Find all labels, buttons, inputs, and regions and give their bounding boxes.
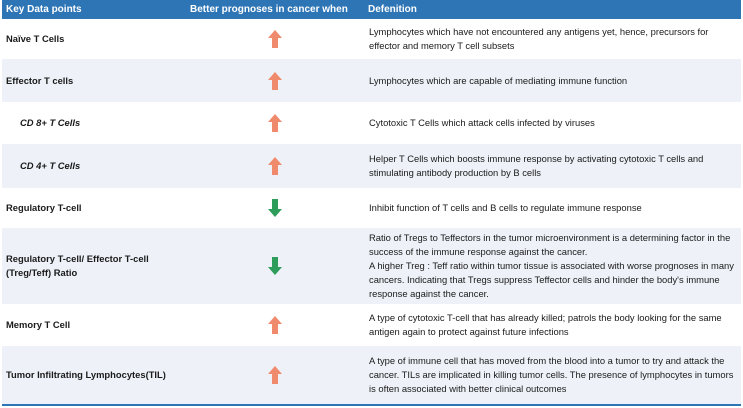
row-name: CD 8+ T Cells <box>2 102 186 144</box>
up-arrow-icon <box>268 30 282 48</box>
table-row <box>2 19 741 59</box>
bottom-rule <box>2 404 741 406</box>
table-row <box>2 144 741 188</box>
up-arrow-icon <box>268 114 282 132</box>
prognosis-cell <box>186 19 364 59</box>
definition-line: Ratio of Tregs to Teffectors in the tumor microenvironment is a determining factor in the success of the immune response against the cancer. <box>369 232 731 257</box>
row-definition <box>364 188 741 228</box>
row-definition <box>364 304 741 346</box>
table-row <box>2 304 741 346</box>
prognosis-cell <box>186 59 364 102</box>
row-definition <box>364 228 741 304</box>
table-row <box>2 59 741 102</box>
up-arrow-icon <box>268 157 282 175</box>
prognosis-cell <box>186 144 364 188</box>
header-key-data-points: Key Data points <box>2 0 186 19</box>
definition-line: A higher Treg : Teff ratio within tumor tissue is associated with worse prognoses in many cancers. Indicating that Tregs suppress Teffector cells and hinder the body's immune response against the cancer. <box>369 260 734 299</box>
up-arrow-icon <box>268 366 282 384</box>
header-better-prognoses: Better prognoses in cancer when <box>186 0 364 19</box>
up-arrow-icon <box>268 316 282 334</box>
definition-line: Helper T Cells which boosts immune response by activating cytotoxic T cells and stimulating antibody production by B cells <box>369 153 704 178</box>
row-name: Tumor Infiltrating Lymphocytes(TIL) <box>2 346 186 404</box>
row-definition <box>364 59 741 102</box>
header-definition: Defenition <box>364 0 741 19</box>
key-data-table <box>2 0 741 404</box>
row-name: Naïve T Cells <box>2 19 186 59</box>
table-row <box>2 188 741 228</box>
prognosis-cell <box>186 346 364 404</box>
prognosis-cell <box>186 304 364 346</box>
definition-line: Lymphocytes which are capable of mediating immune function <box>369 74 628 86</box>
row-name: Memory T Cell <box>2 304 186 346</box>
definition-line: Lymphocytes which have not encountered any antigens yet, hence, precursors for effector and memory T cell subsets <box>369 26 709 51</box>
prognosis-cell <box>186 188 364 228</box>
row-definition <box>364 346 741 404</box>
prognosis-cell <box>186 102 364 144</box>
row-definition <box>364 144 741 188</box>
definition-line: Cytotoxic T Cells which attack cells infected by viruses <box>369 117 595 128</box>
definition-line: Inhibit function of T cells and B cells to regulate immune response <box>369 202 642 213</box>
table-row <box>2 346 741 404</box>
row-definition <box>364 102 741 144</box>
table-row <box>2 102 741 144</box>
prognosis-cell <box>186 228 364 304</box>
row-name: Effector T cells <box>2 59 186 102</box>
row-name: Regulatory T-cell/ Effector T-cell (Treg/Teff) Ratio <box>2 228 186 304</box>
definition-line: A type of immune cell that has moved from the blood into a tumor to try and attack the cancer. TILs are implicated in killing tumor cells. The presence of lymphocytes in tumors is often associated with better clinical outcomes <box>369 355 734 394</box>
table-header-row <box>2 0 741 19</box>
down-arrow-icon <box>268 199 282 217</box>
table-row <box>2 228 741 304</box>
table-body <box>2 19 741 404</box>
down-arrow-icon <box>268 257 282 275</box>
row-name: CD 4+ T Cells <box>2 144 186 188</box>
row-name: Regulatory T-cell <box>2 188 186 228</box>
definition-line: A type of cytotoxic T-cell that has already killed; patrols the body looking for the same antigen again to protect against future infections <box>369 312 722 337</box>
up-arrow-icon <box>268 72 282 90</box>
row-definition <box>364 19 741 59</box>
